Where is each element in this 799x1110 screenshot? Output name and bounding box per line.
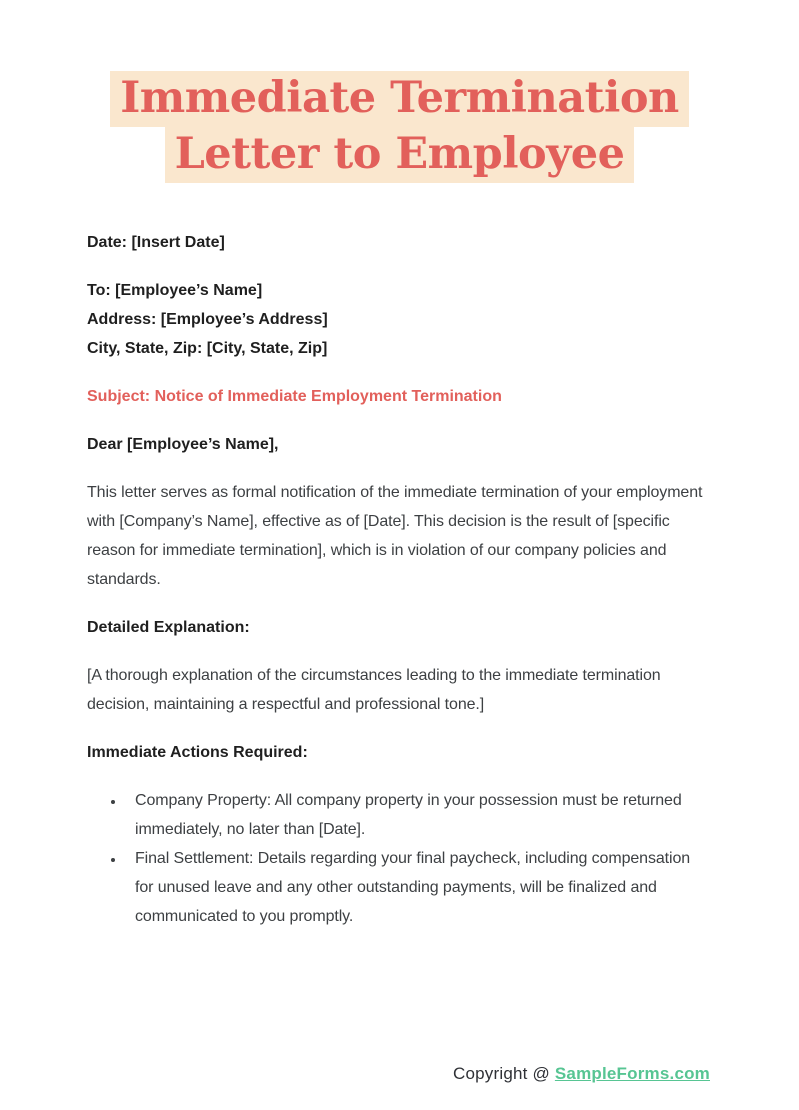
recipient-name-line: To: [Employee’s Name] xyxy=(87,282,263,299)
subject-line: Subject: Notice of Immediate Employment Termination xyxy=(87,388,502,405)
sampleforms-link[interactable]: SampleForms.com xyxy=(554,1064,710,1083)
actions-list xyxy=(87,786,710,931)
recipient-block xyxy=(87,276,710,363)
detailed-explanation-heading: Detailed Explanation: xyxy=(87,619,250,636)
detailed-explanation-body: [A thorough explanation of the circumstances leading to the immediate termination decision, maintaining a respectful and professional tone.] xyxy=(87,667,661,713)
intro-paragraph: This letter serves as formal notification of the immediate termination of your employment with [Company’s Name], effective as of [Date]. This decision is the result of [specific reason for immediate termination], which is in violation of our company policies and standards. xyxy=(87,484,703,588)
copyright-text: Copyright @ xyxy=(453,1064,555,1083)
page-title-line-1: Immediate Termination xyxy=(110,71,689,127)
date-line: Date: [Insert Date] xyxy=(87,234,225,251)
recipient-address-line: Address: [Employee’s Address] xyxy=(87,311,328,328)
action-item-company-property: • Company Property: All company property in your possession must be returned immediately, no later than [Date]. xyxy=(125,786,710,844)
footer xyxy=(453,1064,710,1084)
greeting-line: Dear [Employee’s Name], xyxy=(87,436,279,453)
page-title xyxy=(0,70,799,182)
action-item-final-settlement: • Final Settlement: Details regarding your final paycheck, including compensation for unused leave and any other outstanding payments, will be finalized and communicated to you promptly. xyxy=(125,844,710,931)
recipient-city-line: City, State, Zip: [City, State, Zip] xyxy=(87,340,328,357)
letter-body xyxy=(0,182,799,931)
page-title-line-2: Letter to Employee xyxy=(165,127,635,183)
actions-heading: Immediate Actions Required: xyxy=(87,744,308,761)
